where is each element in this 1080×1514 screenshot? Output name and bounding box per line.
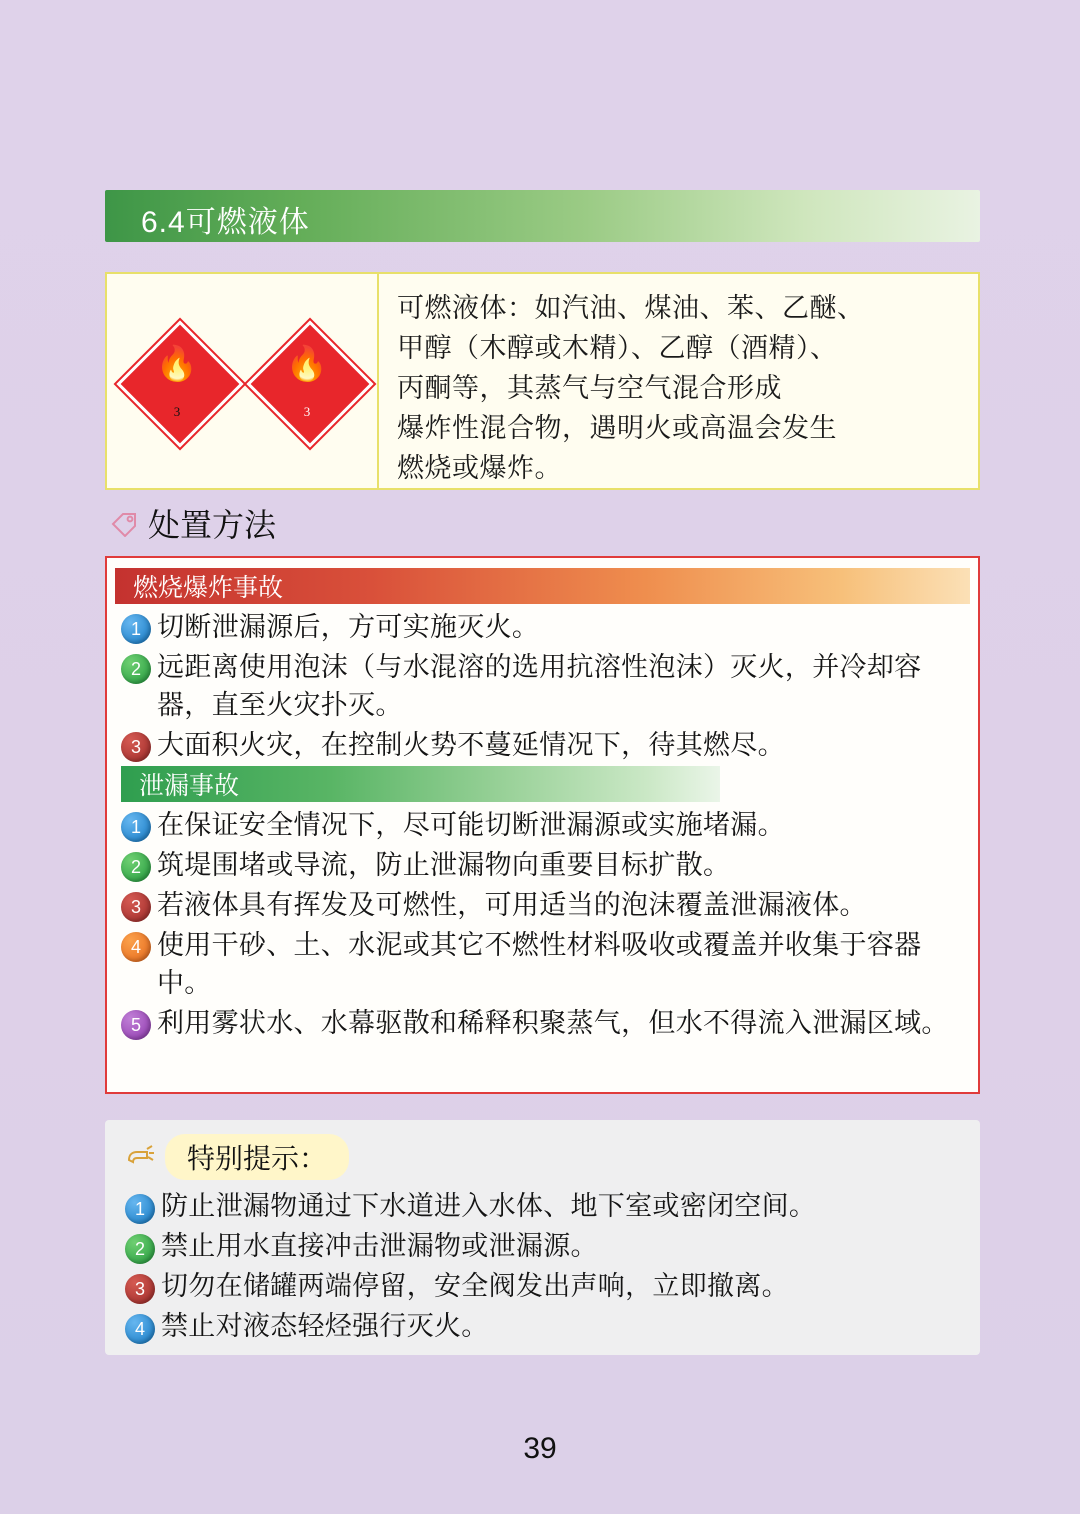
special-tips-panel	[105, 1120, 980, 1355]
list-item	[121, 1004, 964, 1042]
intro-line: 可燃液体：如汽油、煤油、苯、乙醚、	[397, 293, 865, 323]
tip-number-badge: 2	[125, 1234, 155, 1264]
step-text: 若液体具有挥发及可燃性，可用适当的泡沫覆盖泄漏液体。	[157, 890, 867, 920]
subsection-header-fire: 燃烧爆炸事故	[115, 568, 970, 604]
list-item	[121, 886, 964, 924]
intro-line: 爆炸性混合物，遇明火或高温会发生	[397, 413, 837, 443]
list-item	[121, 806, 964, 844]
list-item	[125, 1306, 960, 1346]
list-item	[121, 926, 964, 1002]
page-number: 39	[523, 1432, 557, 1465]
step-text: 远距离使用泡沫（与水混溶的选用抗溶性泡沫）灭火，并冷却容器，直至火灾扑灭。	[157, 652, 922, 720]
intro-line: 丙酮等，其蒸气与空气混合形成	[397, 373, 782, 403]
hazard-placards	[107, 274, 379, 488]
intro-line: 甲醇（木醇或木精）、乙醇（酒精）、	[397, 333, 838, 363]
flame-icon: 🔥	[285, 346, 329, 383]
tip-text: 切勿在储罐两端停留，安全阀发出声响，立即撤离。	[161, 1271, 789, 1301]
list-item	[121, 648, 964, 724]
fire-steps-list	[115, 608, 970, 764]
handling-panel	[105, 556, 980, 1094]
tag-icon	[110, 509, 138, 537]
section-title-bar	[105, 190, 980, 242]
step-text: 利用雾状水、水幕驱散和稀释积聚蒸气，但水不得流入泄漏区域。	[157, 1008, 949, 1038]
intro-line: 燃烧或爆炸。	[397, 453, 562, 483]
special-tips-header	[123, 1134, 966, 1180]
intro-text	[379, 274, 978, 488]
placard-class-number: 3	[173, 404, 181, 419]
step-text: 大面积火灾，在控制火势不蔓延情况下，待其燃尽。	[157, 730, 785, 760]
tip-number-badge: 3	[125, 1274, 155, 1304]
step-number-badge: 5	[121, 1010, 151, 1040]
pointing-hand-icon	[123, 1140, 157, 1174]
step-text: 使用干砂、土、水泥或其它不燃性材料吸收或覆盖并收集于容器中。	[157, 930, 922, 998]
list-item	[125, 1186, 960, 1226]
handling-method-header	[110, 500, 276, 546]
step-number-badge: 2	[121, 852, 151, 882]
placard-diamond	[116, 320, 243, 447]
placard-diamond	[246, 320, 373, 447]
flammable-liquid-placard-1	[118, 322, 236, 440]
special-tips-list	[119, 1186, 966, 1346]
step-number-badge: 2	[121, 654, 151, 684]
step-number-badge: 3	[121, 892, 151, 922]
step-text: 筑堤围堵或导流，防止泄漏物向重要目标扩散。	[157, 850, 731, 880]
subsection-header-leak: 泄漏事故	[121, 766, 720, 802]
list-item	[125, 1266, 960, 1306]
step-number-badge: 3	[121, 732, 151, 762]
placard-class-number: 3	[303, 404, 311, 419]
list-item	[121, 608, 964, 646]
flammable-liquid-placard-2	[248, 322, 366, 440]
step-number-badge: 4	[121, 932, 151, 962]
step-text: 在保证安全情况下，尽可能切断泄漏源或实施堵漏。	[157, 810, 785, 840]
handling-method-title: 处置方法	[148, 507, 277, 543]
tip-number-badge: 1	[125, 1194, 155, 1224]
tip-text: 防止泄漏物通过下水道进入水体、地下室或密闭空间。	[161, 1191, 817, 1221]
tip-text: 禁止对液态轻烃强行灭火。	[161, 1311, 489, 1341]
list-item	[125, 1226, 960, 1266]
section-title: 6.4可燃液体	[141, 206, 310, 239]
step-number-badge: 1	[121, 812, 151, 842]
tip-text: 禁止用水直接冲击泄漏物或泄漏源。	[161, 1231, 598, 1261]
special-tips-title: 特别提示：	[165, 1134, 349, 1180]
tip-number-badge: 4	[125, 1314, 155, 1344]
intro-box	[105, 272, 980, 490]
step-number-badge: 1	[121, 614, 151, 644]
leak-steps-list	[115, 806, 970, 1042]
flame-icon: 🔥	[155, 346, 199, 383]
list-item	[121, 846, 964, 884]
list-item	[121, 726, 964, 764]
step-text: 切断泄漏源后，方可实施灭火。	[157, 612, 540, 642]
